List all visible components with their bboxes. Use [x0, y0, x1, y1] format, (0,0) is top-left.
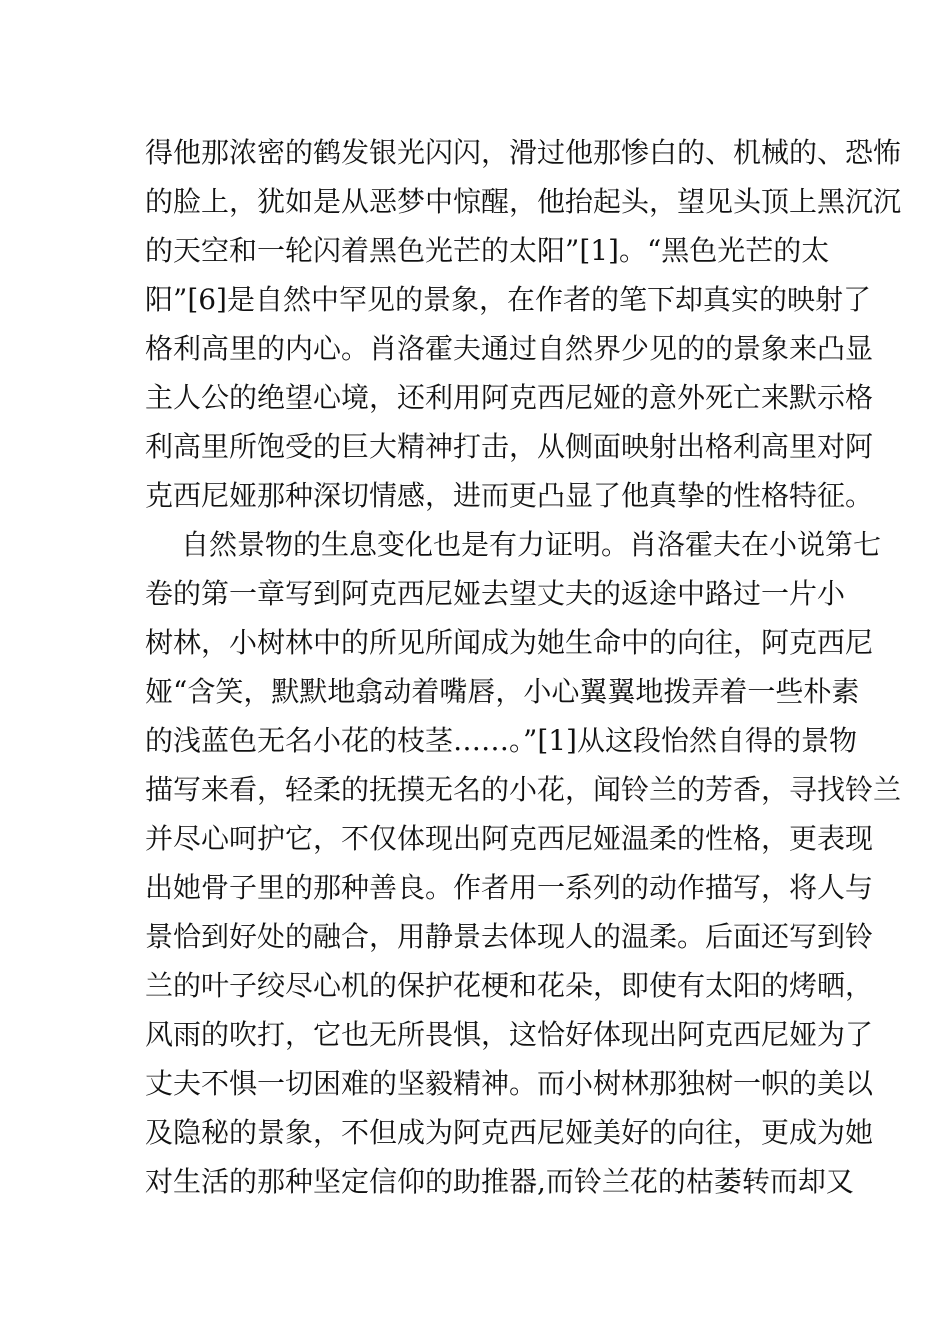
text-line: 利高里所饱受的巨大精神打击，从侧面映射出格利高里对阿: [145, 430, 874, 463]
text-line: 对生活的那种坚定信仰的助推器,而铃兰花的枯萎转而却又: [145, 1165, 854, 1198]
text-line: 描写来看，轻柔的抚摸无名的小花，闻铃兰的芳香，寻找铃兰: [145, 773, 902, 806]
text-line: 丈夫不惧一切困难的坚毅精神。而小树林那独树一帜的美以: [145, 1067, 874, 1100]
body-text: [145, 128, 902, 1206]
text-line: 树林，小树林中的所见所闻成为她生命中的向往，阿克西尼: [145, 626, 874, 659]
text-line: 的浅蓝色无名小花的枝茎……。”[1]从这段怡然自得的景物: [145, 724, 857, 757]
text-line: 娅“含笑，默默地翕动着嘴唇，小心翼翼地拨弄着一些朴素: [145, 675, 860, 708]
text-line: 并尽心呵护它，不仅体现出阿克西尼娅温柔的性格，更表现: [145, 822, 874, 855]
text-line: 的脸上，犹如是从恶梦中惊醒，他抬起头，望见头顶上黑沉沉: [145, 185, 902, 218]
text-line: 景恰到好处的融合，用静景去体现人的温柔。后面还写到铃: [145, 920, 874, 953]
text-line: 克西尼娅那种深切情感，进而更凸显了他真挚的性格特征。: [145, 479, 874, 512]
text-line: 主人公的绝望心境，还利用阿克西尼娅的意外死亡来默示格: [145, 381, 874, 414]
text-line: 的天空和一轮闪着黑色光芒的太阳”[1]。“黑色光芒的太: [145, 234, 830, 267]
text-line: 格利高里的内心。肖洛霍夫通过自然界少见的的景象来凸显: [145, 332, 874, 365]
text-line: 得他那浓密的鹤发银光闪闪，滑过他那惨白的、机械的、恐怖: [145, 136, 902, 169]
text-line: 及隐秘的景象，不但成为阿克西尼娅美好的向往，更成为她: [145, 1116, 874, 1149]
text-line: 阳”[6]是自然中罕见的景象，在作者的笔下却真实的映射了: [145, 283, 871, 316]
text-line: 卷的第一章写到阿克西尼娅去望丈夫的返途中路过一片小: [145, 577, 846, 610]
text-line: 出她骨子里的那种善良。作者用一系列的动作描写，将人与: [145, 871, 874, 904]
text-line: 风雨的吹打，它也无所畏惧，这恰好体现出阿克西尼娅为了: [145, 1018, 874, 1051]
paragraph-start-line: 自然景物的生息变化也是有力证明。肖洛霍夫在小说第七: [181, 528, 882, 561]
text-line: 兰的叶子绞尽心机的保护花梗和花朵，即使有太阳的烤晒，: [145, 969, 874, 1002]
